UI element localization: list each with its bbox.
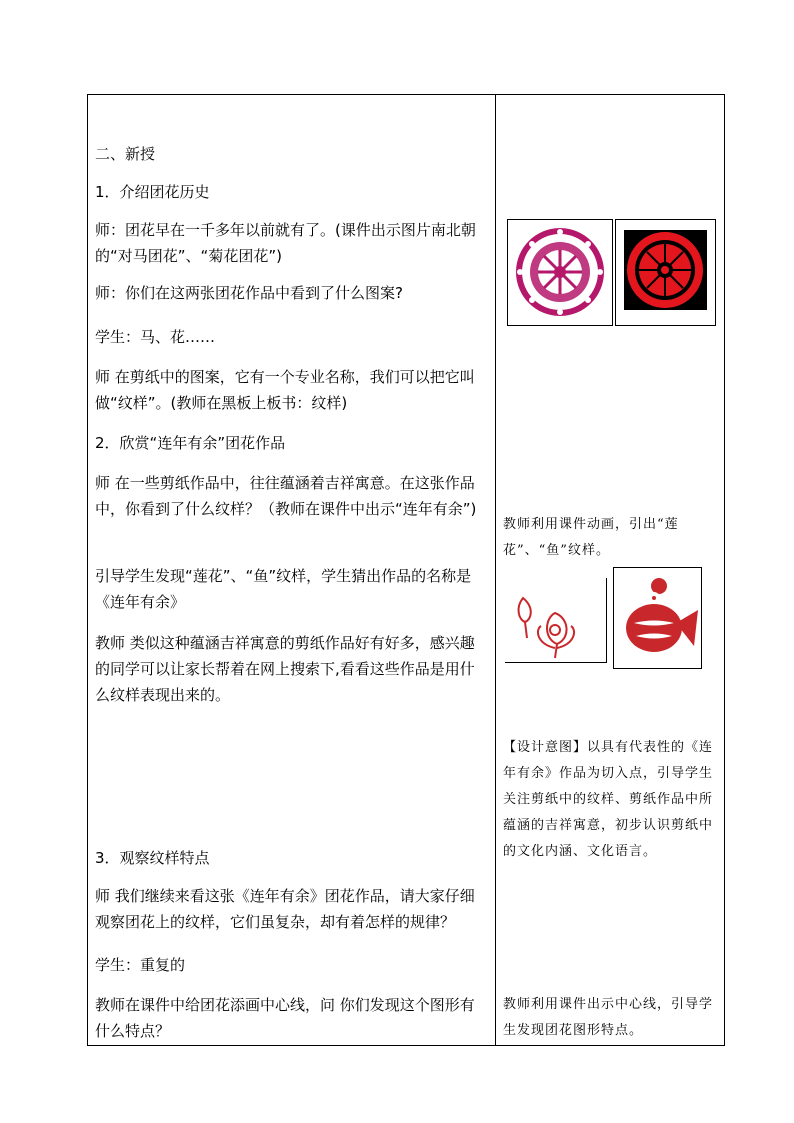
section-heading: 二、新授: [95, 145, 156, 163]
paragraph: 师 在剪纸中的图案，它有一个专业名称，我们可以把它叫做“纹样”。(教师在黑板上板书：纹样): [95, 368, 475, 412]
paragraph: 教师 类似这种蕴涵吉祥寓意的剪纸作品好有好多，感兴趣的同学可以让家长帮着在网上搜索下,看看这些作品是用什么纹样表现出来的。: [95, 634, 475, 704]
paragraph: 学生：重复的: [95, 956, 186, 974]
lotus-image: [505, 578, 607, 663]
paragraph: 学生：马、花……: [95, 328, 216, 346]
column-divider: [495, 94, 496, 1046]
fish-image: [613, 567, 702, 669]
paragraph: 师：你们在这两张团花作品中看到了什么图案?: [95, 284, 403, 302]
paragraph: 引导学生发现“莲花”、“鱼”纹样，学生猜出作品的名称是《连年有余》: [95, 567, 472, 611]
item-heading-2: 2．欣赏“连年有余”团花作品: [95, 434, 286, 452]
item-heading-1: 1．介绍团花历史: [95, 183, 210, 201]
paragraph: 教师在课件中给团花添画中心线，问 你们发现这个图形有什么特点？: [95, 996, 475, 1040]
horse-tuanhua-image: [507, 219, 613, 326]
paragraph: 师：团花早在一千多年以前就有了。(课件出示图片南北朝的“对马团花”、“菊花团花”): [95, 221, 476, 265]
paragraph: 师 在一些剪纸作品中，往往蕴涵着吉祥寓意。在这张作品中，你看到了什么纹样？（教师在课件中出示“连年有余”): [95, 474, 477, 518]
teacher-note-2: 教师利用课件出示中心线，引导学生发现团花图形特点。: [503, 997, 714, 1038]
design-intent-note: 【设计意图】以具有代表性的《连年有余》作品为切入点，引导学生关注剪纸中的纹样、剪纸作品中所蕴涵的吉祥寓意，初步认识剪纸中的文化内涵、文化语言。: [503, 740, 714, 859]
chrysanthemum-tuanhua-image: [615, 219, 716, 326]
teacher-note-1: 教师利用课件动画，引出“莲花”、“鱼”纹样。: [503, 517, 679, 558]
item-heading-3: 3．观察纹样特点: [95, 849, 210, 867]
paragraph: 师 我们继续来看这张《连年有余》团花作品，请大家仔细观察团花上的纹样，它们虽复杂，却有着怎样的规律？: [95, 887, 475, 931]
